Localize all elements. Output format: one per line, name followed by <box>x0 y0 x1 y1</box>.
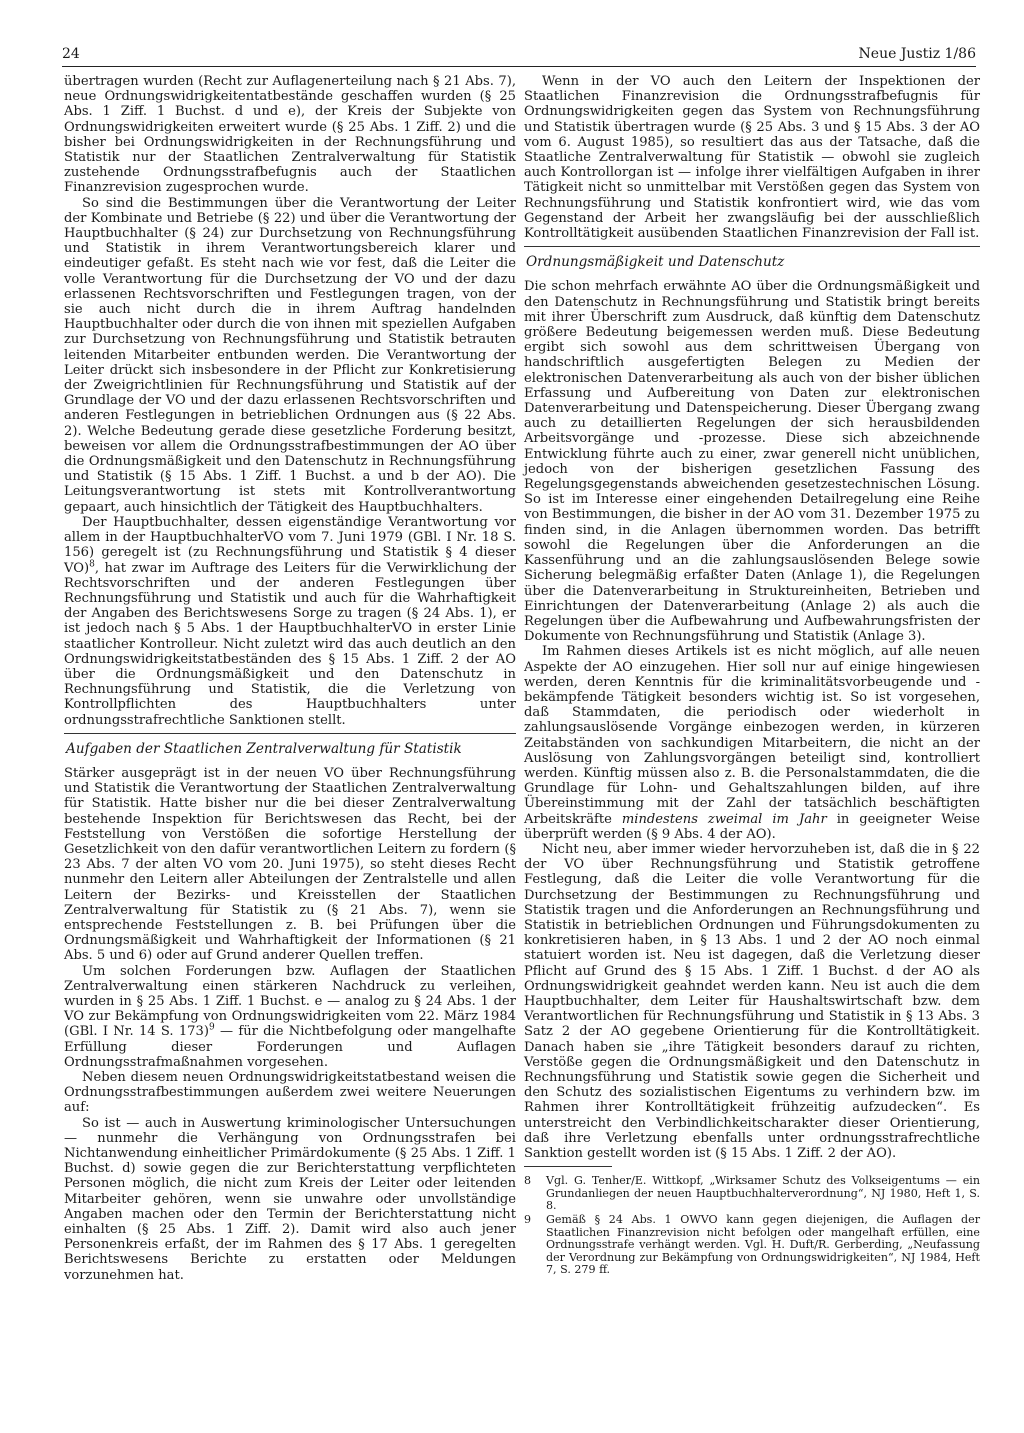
paragraph-text: in geeigneter Weise überprüft werden (§ 9 Abs. 4 der AO). <box>524 811 980 842</box>
paragraph: Neben diesem neuen Ordnungswidrigkeitstatbestand weisen die Ordnungsstrafbestimmungen außerdem zwei weitere Neuerungen auf: <box>64 1070 516 1116</box>
footnotes <box>524 1175 980 1276</box>
paragraph <box>64 515 516 728</box>
page-number: 24 <box>62 46 80 62</box>
paragraph: übertragen wurden (Recht zur Auflagenerteilung nach § 21 Abs. 7), neue Ordnungswidrigkeitentatbestände geschaffen wurden (§ 25 Abs. 1 Ziff. 1 Buchst. d und e), der Kreis der Subjekte von Ordnungswidrigkeiten erweitert wurde (§ 25 Abs. 1 Ziff. 2) und die bisher bei Ordnungswidrigkeiten in der Rechnungsführung und Statistik nur der Staatlichen Zentralverwaltung für Statistik zustehende Ordnungsstrafbefugnis auch der Staatlichen Finanzrevision zugesprochen wurde. <box>64 74 516 196</box>
paragraph-text: Der Hauptbuchhalter, dessen eigenständige Verantwortung vor allem in der HauptbuchhalterVO vom 7. Juni 1979 (GBl. I Nr. 18 S. 156) geregelt ist (zu Rechnungsführung und Statistik § 4 dieser VO) <box>64 514 516 576</box>
paragraph <box>64 964 516 1070</box>
paragraph: So sind die Bestimmungen über die Verantwortung der Leiter der Kombinate und Betriebe (§ 22) und über die Verantwortung der Hauptbuchhalter (§ 24) zur Durchsetzung von Rechnungsführung und Statistik in ihrem Verantwortungsbereich klarer und eindeutiger gefaßt. Es steht nach wie vor fest, daß die Leiter die volle Verantwortung für die Durchsetzung der VO und der dazu erlassenen Rechtsvorschriften und Festlegungen tragen, von der sie auch nicht durch die in ihrem Auftrag handelnden Hauptbuchhalter oder durch die von ihnen mit speziellen Aufgaben zur Durchsetzung von Rechnungsführung und Statistik betrauten leitenden Mitarbeiter entbunden werden. Die Verantwortung der Leiter drückt sich insbesondere in der Pflicht zur Konkretisierung der Zweigrichtlinien für Rechnungsführung und Statistik auf der Grundlage der VO und der dazu erlassenen Rechtsvorschriften und anderen Festlegungen in betrieblichen Ordnungen aus (§ 22 Abs. 2). Welche Bedeutung gerade diese gesetzliche Forderung besitzt, beweisen vor allem die Ordnungsstrafbestimmungen der AO über die Ordnungsmäßigkeit und den Datenschutz in Rechnungsführung und Statistik (§ 15 Abs. 1 Ziff. 1 Buchst. a und b der AO). Die Leitungsverantwortung ist stets mit Kontrollverantwortung gepaart, auch hinsichtlich der Tätigkeit des Hauptbuchhalters. <box>64 195 516 515</box>
page-header <box>62 44 976 67</box>
footnote-number: 9 <box>524 1213 532 1227</box>
footnote <box>524 1175 980 1212</box>
left-column <box>64 74 516 1283</box>
paragraph: Wenn in der VO auch den Leitern der Inspektionen der Staatlichen Finanzrevision die Ordnungsstrafbefugnis für Ordnungswidrigkeiten gegen das System von Rechnungsführung und Statistik übertragen wurde (§ 25 Abs. 3 und § 15 Abs. 3 der AO vom 6. August 1985), so resultiert das aus der Tatsache, daß die Staatliche Zentralverwaltung für Statistik — obwohl sie zugleich auch Kontrollorgan ist — infolge ihrer vielfältigen Aufgaben in ihrer Tätigkeit nicht so unmittelbar mit Verstößen gegen das System von Rechnungsführung und Statistik konfrontiert wird, wie das vom Gegenstand der Arbeit her zwangsläufig bei der ausschließlich Kontrolltätigkeit ausübenden Staatlichen Finanzrevision der Fall ist. <box>524 74 980 242</box>
paragraph: Die schon mehrfach erwähnte AO über die Ordnungsmäßigkeit und den Datenschutz in Rechnungsführung und Statistik bringt bereits mit ihrer Überschrift zum Ausdruck, daß künftig dem Datenschutz größere Bedeutung beigemessen werden muß. Diese Bedeutung ergibt sich sowohl aus dem schrittweisen Übergang von handschriftlich ausgefertigten Belegen zu Medien der elektronischen Datenverarbeitung als auch von der bisher üblichen Erfassung und Aufbereitung von Daten zur elektronischen Datenverarbeitung und Datenspeicherung. Dieser Übergang zwang auch zu detaillierten Regelungen der sich herausbildenden Arbeitsvorgänge und -prozesse. Diese sich abzeichnende Entwicklung führte auch zu einer, zwar generell nicht unüblichen, jedoch von der bisherigen gesetzlichen Fassung des Regelungsgegenstands abweichenden gesetzestechnischen Lösung. So ist im Interesse einer eingehenden Detailregelung eine Reihe von Bestimmungen, die bisher in der AO vom 31. Dezember 1975 zu finden sind, in die Anlagen übernommen worden. Das betrifft sowohl die Regelungen über die Anforderungen an die Kassenführung und an die zahlungsauslösenden Belege sowie Sicherung belegmäßig erfaßter Daten (Anlage 1), die Regelungen über die Datenverarbeitung in Struktureinheiten, Betrieben und Einrichtungen der Datenverarbeitung (Anlage 2) als auch die Regelungen über die Aufbewahrung und Aufbewahrungsfristen der Dokumente von Rechnungsführung und Statistik (Anlage 3). <box>524 279 980 645</box>
paragraph: So ist — auch in Auswertung kriminologischer Untersuchungen — nunmehr die Verhängung von Ordnungsstrafen bei Nichtanwendung einheitlicher Primärdokumente (§ 25 Abs. 1 Ziff. 1 Buchst. d) sowie gegen die zur Berichterstattung verpflichteten Personen möglich, die nicht zum Kreis der Leiter oder leitenden Mitarbeiter gehören, wenn sie unwahre oder unvollständige Angaben machen oder den Termin der Berichterstattung nicht einhalten (§ 25 Abs. 1 Ziff. 2). Damit wird also auch jener Personenkreis erfaßt, der im Rahmen des § 17 Abs. 1 geregelten Berichtswesens Berichte zu erstatten oder Meldungen vorzunehmen hat. <box>64 1115 516 1283</box>
section-divider <box>524 246 980 247</box>
paragraph-text: Im Rahmen dieses Artikels ist es nicht möglich, auf alle neuen Aspekte der AO einzugehen. Hier soll nur auf einige hingewiesen werden, deren Kenntnis für die kriminalitätsvorbeugende und -bekämpfende Tätigkeit besonders wichtig ist. So ist vorgesehen, daß Stammdaten, die periodisch oder wiederholt in zahlungsauslösende Vorgänge einbezogen werden, in kürzeren Zeitabständen von sachkundigen Mitarbeitern, die nicht an der Auslösung von Zahlungsvorgängen beteiligt sind, kontrolliert werden. Künftig müssen also z. B. die Personalstammdaten, die die Grundlage für Lohn- und Gehaltszahlungen bilden, auf ihre Übereinstimmung mit der Zahl der tatsächlich beschäftigten Arbeitskräfte <box>524 644 980 827</box>
footnote-text: Vgl. G. Tenher/E. Wittkopf, „Wirksamer Schutz des Volkseigentums — ein Grundanliegen der neuen Hauptbuchhalterverordnung“, NJ 1980, Heft 1, S. 8. <box>546 1174 980 1213</box>
right-column <box>524 74 980 1278</box>
paragraph-text: , hat zwar im Auftrage des Leiters für die Verwirklichung der Rechtsvorschriften und der anderen Festlegungen über Rechnungsführung und Statistik und auch für die Wahrhaftigkeit der Angaben des Berichtswesens Sorge zu tragen (§ 24 Abs. 1), er ist jedoch nach § 5 Abs. 1 der HauptbuchhalterVO in erster Linie staatlicher Kontrolleur. Nicht zuletzt wird das auch deutlich an den Ordnungswidrigkeitstatbeständen des § 15 Abs. 1 Ziff. 2 der AO über die Ordnungsmäßigkeit und den Datenschutz in Rechnungsführung und Statistik, die die Verletzung von Kontrollpflichten des Hauptbuchhalters unter ordnungsstrafrechtliche Sanktionen stellt. <box>64 560 516 728</box>
section-divider <box>64 733 516 734</box>
journal-issue: Neue Justiz 1/86 <box>858 46 976 62</box>
footnote-text: Gemäß § 24 Abs. 1 OWVO kann gegen diejenigen, die Auflagen der Staatlichen Finanzrevision nicht befolgen oder mangelhaft erfüllen, eine Ordnungsstrafe verhängt werden. Vgl. H. Duft/R. Gerberding, „Neufassung der Verordnung zur Bekämpfung von Ordnungswidrigkeiten“, NJ 1984, Heft 7, S. 279 ff. <box>546 1213 980 1277</box>
footnote-ref: 9 <box>208 1023 215 1034</box>
section-heading: Ordnungsmäßigkeit und Datenschutz <box>526 254 785 271</box>
paragraph: Nicht neu, aber immer wieder hervorzuheben ist, daß die in § 22 der VO über Rechnungsführung und Statistik getroffene Festlegung, daß die Leiter die volle Verantwortung für die Durchsetzung der Bestimmungen zu Rechnungsführung und Statistik tragen und die Anforderungen an Rechnungsführung und Statistik in betrieblichen Ordnungen und Führungsdokumenten zu konkretisieren haben, in § 13 Abs. 1 und 2 der AO noch einmal statuiert worden ist. Neu ist dagegen, daß die Verletzung dieser Pflicht auf Grund des § 15 Abs. 1 Ziff. 1 Buchst. d der AO als Ordnungswidrigkeit geahndet werden kann. Neu ist auch die dem Hauptbuchhalter, dem Leiter für Haushaltswirtschaft bzw. dem Verantwortlichen für Rechnungsführung und Statistik in § 13 Abs. 3 Satz 2 der AO gegebene Orientierung für die Kontrolltätigkeit. Danach haben sie „ihre Tätigkeit besonders darauf zu richten, Verstöße gegen die Ordnungsmäßigkeit und den Datenschutz in Rechnungsführung und Statistik sowie gegen die Sicherheit und den Schutz des sozialistischen Eigentums zu verhindern bzw. im Rahmen ihrer Kontrolltätigkeit frühzeitig aufzudecken“. Es unterstreicht den Verbindlichkeitscharakter dieser Orientierung, daß ihre Verletzung ebenfalls unter ordnungsstrafrechtliche Sanktion gestellt worden ist (§ 15 Abs. 1 Ziff. 2 der AO). <box>524 841 980 1162</box>
footnote-number: 8 <box>524 1174 532 1188</box>
footnote-ref: 8 <box>89 559 95 570</box>
footnote-divider <box>524 1166 612 1167</box>
footnote <box>524 1214 980 1276</box>
emphasis-text: mindestens zweimal im Jahr <box>621 811 827 827</box>
section-heading: Aufgaben der Staatlichen Zentralverwaltung für Statistik <box>66 740 462 757</box>
paragraph-text: — für die Nichtbefolgung oder mangelhafte Erfüllung dieser Forderungen und Auflagen Ordnungsstrafmaßnahmen vorgesehen. <box>64 1024 517 1070</box>
paragraph: Stärker ausgeprägt ist in der neuen VO über Rechnungsführung und Statistik die Verantwortung der Staatlichen Zentralverwaltung für Statistik. Hatte bisher nur die bei dieser Zentralverwaltung bestehende Inspektion für Berichtswesen das Recht, bei der Feststellung von Verstößen die sofortige Herstellung der Gesetzlichkeit von den dafür verantwortlichen Leitern zu fordern (§ 23 Abs. 7 der alten VO vom 20. Juni 1975), so steht dieses Recht nunmehr den Leitern aller Abteilungen der Zentralstelle und allen Leitern der Bezirks- und Kreisstellen der Staatlichen Zentralverwaltung für Statistik zu (§ 21 Abs. 7), wenn sie entsprechende Feststellungen z. B. bei Prüfungen über die Ordnungsmäßigkeit und Wahrhaftigkeit der Informationen (§ 21 Abs. 5 und 6) oder auf Grund anderer Quellen treffen. <box>64 765 516 964</box>
paragraph-text: Um solchen Forderungen bzw. Auflagen der Staatlichen Zentralverwaltung einen stärkeren Nachdruck zu verleihen, wurden in § 25 Abs. 1 Ziff. 1 Buchst. e — analog zu § 24 Abs. 1 der VO zur Bekämpfung von Ordnungswidrigkeiten vom 22. März 1984 (GBl. I Nr. 14 S. 173) <box>64 963 516 1040</box>
paragraph <box>524 644 980 842</box>
